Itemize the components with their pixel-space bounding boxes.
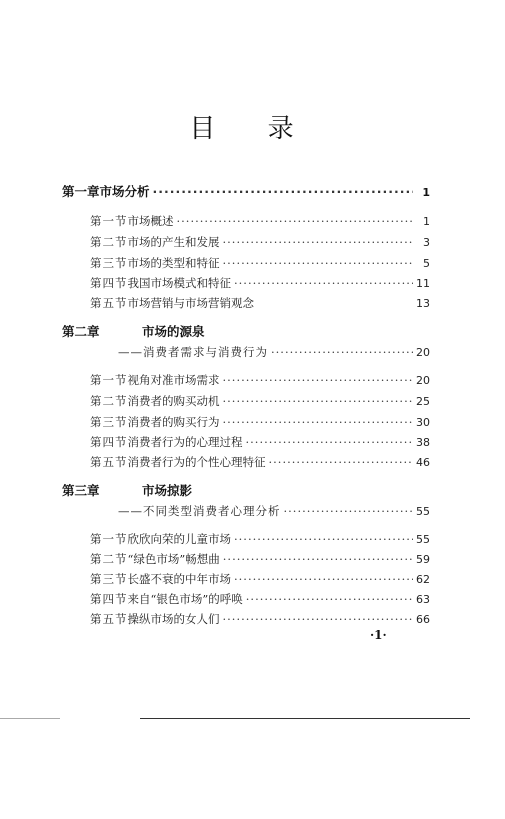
section-label: 第一节 [90,373,128,387]
section-page: 63 [416,593,430,606]
page-title: 目 录 [189,114,316,144]
dot-leader [246,592,413,606]
section-title: 来自“银色市场”的呼唤 [127,592,243,606]
section-page: 59 [416,553,430,566]
toc-section [90,531,430,547]
section-label: 第一节 [90,214,128,228]
toc-section [90,234,430,250]
toc-section [90,611,430,627]
chapter-subtitle: ——消费者需求与消费行为 [118,345,268,359]
section-title: 市场营销与市场营销观念 [127,296,254,310]
section-label: 第四节 [90,276,128,290]
toc-section [90,414,430,430]
section-label: 第五节 [90,296,128,310]
toc-section [90,591,430,607]
dot-leader [177,214,414,228]
section-label: 第三节 [90,572,128,586]
bottom-rule [140,718,470,719]
toc-section [90,255,430,271]
bottom-rule [0,718,60,719]
section-label: 第三节 [90,415,128,429]
toc-chapter-2 [62,322,205,340]
dot-leader [223,235,414,249]
section-title: 消费者的购买动机 [127,394,220,408]
toc-chapter-subtitle [118,344,430,360]
chapter-label: 第二章 [62,324,100,339]
section-page: 20 [416,374,430,387]
dot-leader [223,373,414,387]
toc-chapter-3 [62,481,192,499]
section-label: 第四节 [90,592,128,606]
toc-section [90,434,430,450]
section-page: 1 [423,215,430,228]
section-page: 3 [423,236,430,249]
section-page: 46 [416,456,430,469]
dot-leader [234,572,413,586]
dot-leader [153,184,413,199]
toc-chapter-subtitle [118,503,430,519]
section-title: 消费者的购买行为 [127,415,220,429]
section-title: 视角对准市场需求 [127,373,220,387]
section-page: 62 [416,573,430,586]
chapter-title: 市场分析 [99,184,150,199]
dot-leader [223,394,414,408]
section-page: 5 [423,257,430,270]
dot-leader [246,435,414,449]
section-page: 55 [416,533,430,546]
chapter-label: 第三章 [62,483,100,498]
dot-leader [284,504,414,518]
section-title: 长盛不衰的中年市场 [127,572,231,586]
chapter-title: 市场的源泉 [142,324,205,339]
section-title: 消费者行为的个性心理特征 [127,455,266,469]
section-page: 25 [416,395,430,408]
chapter-title: 市场掠影 [142,483,193,498]
section-page: 11 [416,277,430,290]
section-page: 38 [416,436,430,449]
toc-section [90,571,430,587]
section-label: 第三节 [90,256,128,270]
section-page: 13 [416,297,430,310]
toc-section [90,551,430,567]
section-label: 第五节 [90,612,128,626]
section-title: “绿色市场”畅想曲 [127,552,220,566]
toc-chapter-1 [62,182,430,200]
section-label: 第二节 [90,552,128,566]
section-title: 市场概述 [127,214,174,228]
section-page: 30 [416,416,430,429]
section-label: 第五节 [90,455,128,469]
dot-leader [234,276,413,290]
dot-leader [223,552,413,566]
chapter-page: 20 [416,346,430,359]
toc-section [90,295,430,311]
section-title: 市场的产生和发展 [127,235,220,249]
section-title: 欣欣向荣的儿童市场 [127,532,231,546]
section-label: 第二节 [90,235,128,249]
section-label: 第二节 [90,394,128,408]
dot-leader [223,256,414,270]
dot-leader [223,415,414,429]
toc-section [90,275,430,291]
toc-section [90,213,430,229]
toc-section [90,454,430,470]
dot-leader [271,345,413,359]
toc-section [90,372,430,388]
dot-leader [234,532,413,546]
chapter-page: 1 [422,186,430,199]
section-label: 第四节 [90,435,128,449]
section-title: 市场的类型和特征 [127,256,220,270]
page-number: ·1· [370,628,387,642]
section-title: 我国市场模式和特征 [127,276,231,290]
dot-leader [223,612,414,626]
section-title: 操纵市场的女人们 [127,612,220,626]
section-title: 消费者行为的心理过程 [127,435,243,449]
chapter-page: 55 [416,505,430,518]
chapter-subtitle: ——不同类型消费者心理分析 [118,504,281,518]
section-label: 第一节 [90,532,128,546]
dot-leader [269,455,414,469]
section-page: 66 [416,613,430,626]
toc-section [90,393,430,409]
chapter-label: 第一章 [62,184,100,199]
